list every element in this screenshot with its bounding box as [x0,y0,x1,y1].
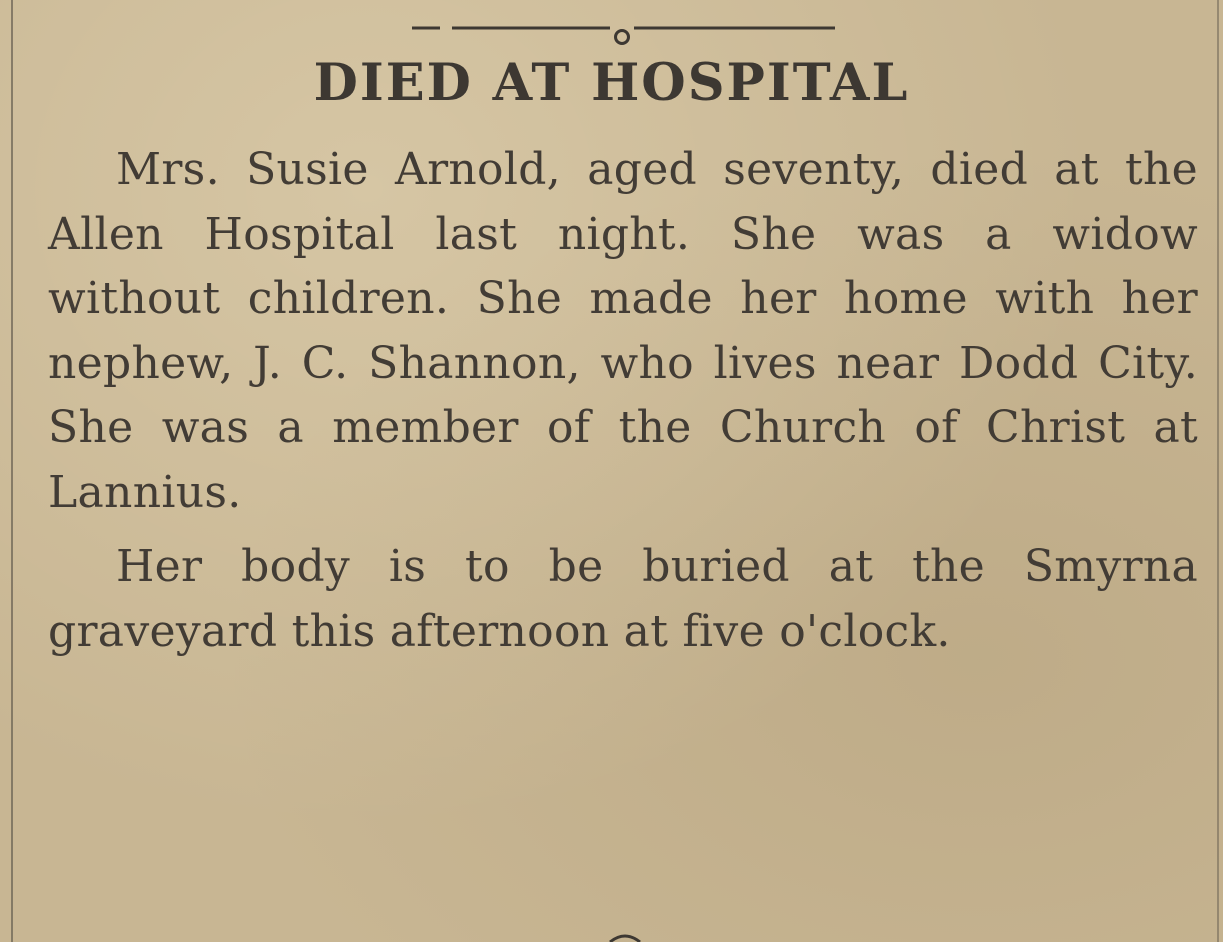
bottom-ornament-divider [540,928,710,942]
article-body [48,138,1198,664]
headline: DIED AT HOSPITAL [313,53,910,113]
dash-ornament-divider [410,16,840,46]
article-paragraph: Her body is to be buried at the Smyrna graveyard this afternoon at five o'clock. [48,541,1198,657]
article-paragraph: Mrs. Susie Arnold, aged seventy, died at the Allen Hospital last night. She was a widow without children. She made her home with her nephew, J. C. Shannon, who lives near Dodd City. She was a member of the Church of Christ at Lannius. [48,144,1198,518]
column-rule-right [1217,0,1219,942]
column-rule-left [11,0,13,942]
